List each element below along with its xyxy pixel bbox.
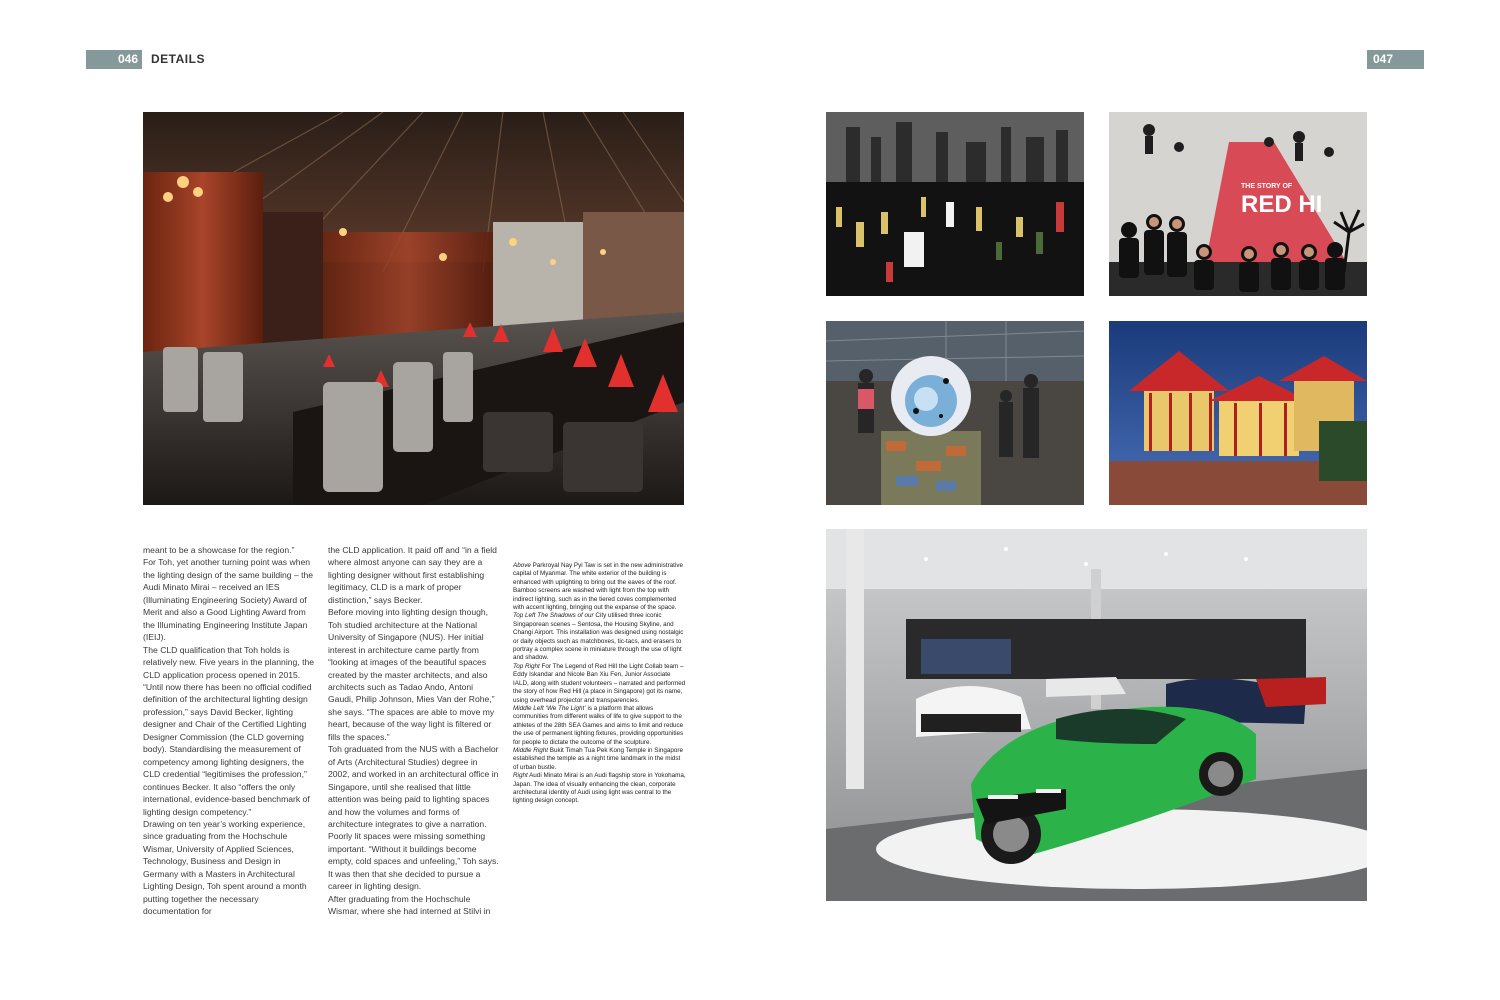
caption <box>513 612 686 662</box>
caption-lead: Middle Left ‘We The Light’ <box>513 704 586 712</box>
we-the-light-photo <box>826 321 1084 505</box>
col1-paragraph: meant to be a showcase for the region.” <box>143 545 295 555</box>
poster-title-line2: RED HI <box>1241 191 1323 218</box>
poster-title-line1: THE STORY OF <box>1241 183 1293 190</box>
right-page-number: 047 <box>1367 50 1424 69</box>
caption-text: is a platform that allows communities from different walks of life to give support to the athletes of the 28th SEA Games and aims to limit and reduce the use of permanent lighting fixtures, providing opportunities for people to dictate the outcome of the sculpture. <box>513 704 684 746</box>
audi-showroom-photo <box>826 529 1367 901</box>
section-title: DETAILS <box>151 52 205 66</box>
caption-lead: Above <box>513 562 531 569</box>
caption-text: City utilised three iconic Singaporean scenes – Sentosa, the Housing Skyline, and Changi Airport. This installation was designed using nostalgic or daily objects such as matchboxes, tic-tacs, and erasers to portray a complex scene in miniature through the use of light and shadow. <box>513 612 684 662</box>
caption-lead: Middle Right <box>513 746 548 754</box>
col1-paragraph: For Toh, yet another turning point was when the lighting design of the same building – the Audi Minato Mirai – received an IES (Illuminating Engineering Society) Award of Merit and also a Good Lighting Award from the Illuminating Engineering Institute Japan (IEIJ). <box>143 557 314 643</box>
caption <box>513 747 686 772</box>
left-page-number: 046 <box>86 50 142 69</box>
col2-paragraph: the CLD application. It paid off and “in a field where almost anyone can say they are a lighting designer without first establishing legitimacy, CLD is a mark of proper distinction,” says Becker. <box>328 545 497 605</box>
restaurant-photo <box>143 112 684 505</box>
col2-paragraph: After graduating from the Hochschule Wismar, where she had interned at Stilvi in <box>328 893 491 917</box>
caption-lead: Top Left The Shadows of our <box>513 612 594 620</box>
col2-paragraph: Before moving into lighting design though, Toh studied architecture at the National University of Singapore (NUS). Her initial interest in architecture came partly from “looking at images of the beautiful spaces created by the master architects, and also architects such as Tadao Ando, Antoni Gaudi, Philip Johnson, Mies Van der Rohe,” she says. “The spaces are able to move my heart, because of the way light is filtered or fills the spaces.” <box>328 607 495 742</box>
caption-text: Bukit Timah Tua Pek Kong Temple in Singapore established the temple as a night time landmark in the midst of urban bustle. <box>513 746 683 771</box>
caption-lead: Right <box>513 772 528 780</box>
caption-text: For The Legend of Red Hill the Light Collab team – Eddy Iskandar and Nicole Ban Xiu Fen, Junior Associate IALD, along with student volunteers – narrated and performed the story of how Red Hill (a place in Singapore) got its name, using overhead projector and transparencies. <box>513 662 686 704</box>
caption <box>513 663 686 705</box>
temple-photo <box>1109 321 1367 505</box>
caption-text: Parkroyal Nay Pyi Taw is set in the new administrative capital of Myanmar. The white exterior of the building is enhanced with uplighting to bring out the eaves of the roof. Bamboo screens are washed with light from the top with indirect lighting, such as in the tiered coves complemented with accent lighting, bringing out the expanse of the space. <box>513 562 683 612</box>
col1-paragraph: The CLD qualification that Toh holds is relatively new. Five years in the planning, the CLD application process opened in 2015. “Until now there has been no official codified definition of the architectural lighting design profession,” says David Becker, lighting designer and Chair of the Certified Lighting Designer Commission (the CLD governing body). Standardising the measurement of competency among lighting designers, the CLD credential “legitimises the profession,” continues Becker. It also “offers the only international, evidence-based benchmark of lighting design competency.” <box>143 644 315 817</box>
body-column-2 <box>328 544 500 918</box>
col1-paragraph: Drawing on ten year’s working experience, since graduating from the Hochschule Wismar, University of Applied Sciences, Technology, Business and Design in Germany with a Masters in Architectural Lighting Design, Toh spent around a month putting together the necessary documentation for <box>143 818 307 917</box>
photo-captions <box>513 562 686 806</box>
body-column-1 <box>143 544 316 918</box>
red-hill-team-photo <box>1109 112 1367 296</box>
col2-paragraph: Toh graduated from the NUS with a Bachelor of Arts (Architectural Studies) degree in 2002, and worked in an architectural office in Singapore, until she realised that little attention was being paid to lighting spaces and how the volumes and forms of architecture integrates to give a narration. Poorly lit spaces were missing something important. “Without it buildings become empty, cold spaces and unfeeling,” Toh says. It was then that she decided to pursue a career in lighting design. <box>328 744 499 892</box>
caption <box>513 772 686 806</box>
shadows-installation-photo <box>826 112 1084 296</box>
caption-lead: Top Right <box>513 662 540 670</box>
caption <box>513 705 686 747</box>
caption <box>513 562 686 612</box>
caption-text: Audi Minato Mirai is an Audi flagship store in Yokohama, Japan. The idea of visually enhancing the clean, corporate architectural identity of Audi using light was central to the lighting design concept. <box>513 772 686 805</box>
